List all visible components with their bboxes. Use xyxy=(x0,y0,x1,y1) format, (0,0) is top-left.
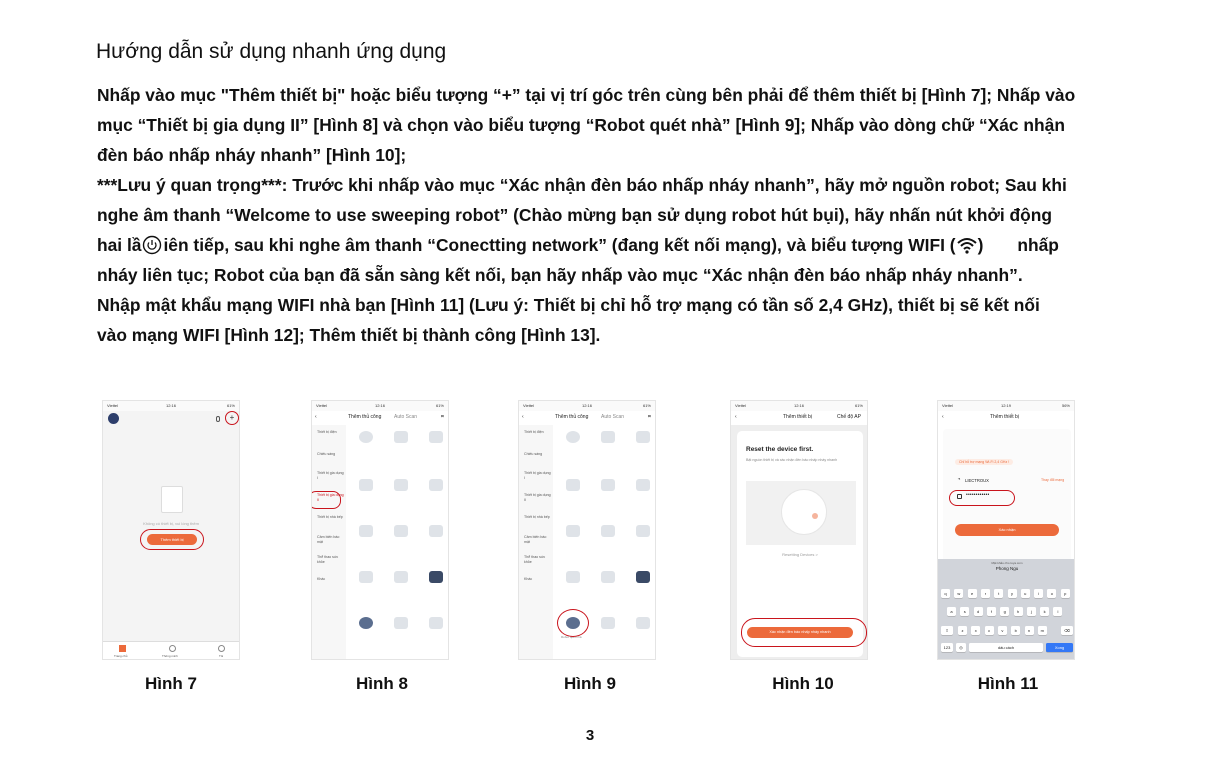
figure-8-screenshot xyxy=(311,400,449,660)
device-tile[interactable] xyxy=(356,525,376,541)
keyboard-key[interactable]: m xyxy=(1038,626,1047,635)
carrier-text: Viettel xyxy=(523,403,535,408)
battery-text: 61% xyxy=(226,403,235,408)
change-network-link[interactable]: Thay đổi mạng xyxy=(1041,478,1065,482)
highlight-ring xyxy=(557,609,589,637)
empty-state-text: Không có thiết bị, vui lòng thêm xyxy=(143,521,199,526)
tab-smart[interactable]: Thông minh xyxy=(162,654,178,658)
carrier-text: Viettel xyxy=(942,403,954,408)
battery-text: 61% xyxy=(642,403,651,408)
device-illustration xyxy=(746,481,856,545)
clock-text: 12:16 xyxy=(374,403,385,408)
keyboard-key[interactable]: i xyxy=(1034,589,1043,598)
home-icon[interactable] xyxy=(119,645,126,652)
keyboard-key[interactable]: c xyxy=(985,626,994,635)
keyboard-key[interactable]: e xyxy=(968,589,977,598)
paragraph-line xyxy=(97,230,1097,260)
wifi-icon: ◔ xyxy=(957,477,961,483)
tab-auto-scan[interactable]: Auto Scan xyxy=(394,414,418,420)
keyboard-key[interactable]: k xyxy=(1040,607,1049,616)
tab-manual[interactable]: Thêm thủ công xyxy=(555,414,589,420)
scan-icon[interactable]: ⌗ xyxy=(441,414,444,420)
figure-caption: Hình 11 xyxy=(977,674,1039,693)
paragraph-line: ***Lưu ý quan trọng***: Trước khi nhấp vào mục “Xác nhận đèn báo nhấp nháy nhanh”, hãy mở nguồn robot; Sau khi xyxy=(97,175,1067,195)
sidebar-item[interactable]: Thiết bị nhà bếp xyxy=(317,515,343,519)
wifi-icon xyxy=(956,234,978,254)
device-tile[interactable] xyxy=(633,431,653,447)
keyboard-key[interactable]: t xyxy=(994,589,1003,598)
carrier-text: Viettel xyxy=(735,403,747,408)
page-title: Hướng dẫn sử dụng nhanh ứng dụng xyxy=(96,40,447,63)
paragraph-line: đèn báo nhấp nháy nhanh” [Hình 10]; xyxy=(97,145,407,165)
highlight-ring xyxy=(311,491,341,509)
power-button-icon xyxy=(141,234,163,254)
delete-key[interactable]: ⌫ xyxy=(1061,626,1073,635)
keyboard xyxy=(938,559,1075,660)
keyboard-key[interactable]: z xyxy=(958,626,967,635)
device-tile[interactable] xyxy=(598,617,618,633)
line6-part1: hai lầ xyxy=(97,235,142,255)
sidebar-item[interactable]: Chiếu sáng xyxy=(524,452,543,456)
header xyxy=(519,411,655,425)
device-tile[interactable] xyxy=(563,479,583,495)
keyboard-key[interactable]: n xyxy=(1025,626,1034,635)
figure-7-screenshot xyxy=(102,400,240,660)
device-tile[interactable] xyxy=(598,571,618,587)
device-tile[interactable] xyxy=(633,525,653,541)
sidebar-item[interactable]: Thiết bị gia dụng II xyxy=(524,493,551,502)
figure-caption: Hình 7 xyxy=(145,674,197,693)
sidebar-item[interactable]: Thiết bị gia dụng I xyxy=(317,471,344,480)
line6-part2: iên tiếp, sau khi nghe âm thanh “Conectting network” (đang kết nối mạng), và biểu tượng WIFI ( xyxy=(163,235,956,255)
device-tile[interactable] xyxy=(391,571,411,587)
figure-caption: Hình 10 xyxy=(772,674,834,693)
status-bar xyxy=(312,401,448,411)
empty-device-icon xyxy=(161,486,183,513)
back-icon[interactable]: ‹ xyxy=(315,414,317,420)
keyboard-hint: Mật khẩu cho tuya.com xyxy=(991,561,1023,565)
profile-icon[interactable] xyxy=(218,645,225,652)
highlight-ring xyxy=(140,529,204,550)
device-tile[interactable] xyxy=(426,479,446,495)
robot-label: Robot quét nhà xyxy=(561,635,582,639)
clock-text: 12:16 xyxy=(165,403,176,408)
robot-vacuum-tile[interactable] xyxy=(356,617,376,633)
sidebar-item[interactable]: Thể thao sức khỏe xyxy=(317,555,339,564)
shift-key[interactable]: ⇧ xyxy=(941,626,953,635)
device-tile[interactable] xyxy=(633,617,653,633)
battery-text: 61% xyxy=(854,403,863,408)
tab-auto-scan[interactable]: Auto Scan xyxy=(601,414,625,420)
battery-text: 61% xyxy=(435,403,444,408)
tab-me[interactable]: Tôi xyxy=(219,654,224,658)
header xyxy=(731,411,867,425)
numbers-key[interactable]: 123 xyxy=(941,643,953,652)
keyboard-key[interactable]: b xyxy=(1011,626,1020,635)
carrier-text: Viettel xyxy=(107,403,119,408)
page-number: 3 xyxy=(585,727,595,744)
device-tile[interactable] xyxy=(356,431,376,447)
keyboard-key[interactable]: s xyxy=(960,607,969,616)
header xyxy=(312,411,448,425)
status-bar xyxy=(519,401,655,411)
resetting-devices-link[interactable]: Resetting Devices > xyxy=(782,552,818,557)
line6-part4: nhấp xyxy=(1017,235,1059,255)
figure-11-screenshot xyxy=(937,400,1075,660)
paragraph-line: nghe âm thanh “Welcome to use sweeping robot” (Chào mừng bạn sử dụng robot hút bụi), hãy nhấn nút khởi động xyxy=(97,205,1053,225)
frequency-note: Chỉ hỗ trợ mạng Wi-Fi 2,4 GHz ! xyxy=(955,459,1013,465)
figure-9-screenshot xyxy=(518,400,656,660)
password-suggestion[interactable]: Phong Ngu xyxy=(995,566,1019,571)
tab-manual[interactable]: Thêm thủ công xyxy=(348,414,382,420)
header xyxy=(938,411,1074,425)
keyboard-key[interactable]: x xyxy=(971,626,980,635)
instruction-paragraph xyxy=(97,80,1097,350)
device-tile[interactable] xyxy=(426,431,446,447)
device-tile[interactable] xyxy=(391,431,411,447)
paragraph-line: Nhấp vào mục "Thêm thiết bị" hoặc biểu tượng “+” tại vị trí góc trên cùng bên phải để thêm thiết bị [Hình 7]; Nhấp vào xyxy=(97,85,1076,105)
category-sidebar xyxy=(312,425,346,660)
sidebar-item[interactable]: Khác xyxy=(524,577,533,581)
device-tile[interactable] xyxy=(633,571,653,587)
confirm-button[interactable]: Xác nhận xyxy=(955,524,1059,536)
device-tile[interactable] xyxy=(391,617,411,633)
figure-caption: Hình 9 xyxy=(564,674,616,693)
sidebar-item[interactable]: Thiết bị nhà bếp xyxy=(524,515,550,519)
sidebar-item[interactable]: Thiết bị điện xyxy=(317,430,337,434)
keyboard-key[interactable]: r xyxy=(981,589,990,598)
keyboard-key[interactable]: f xyxy=(987,607,996,616)
add-device-button[interactable]: Thêm thiết bị xyxy=(147,534,197,545)
device-tile[interactable] xyxy=(426,571,446,587)
sidebar-item[interactable]: Thiết bị gia dụng I xyxy=(524,471,551,480)
clock-text: 12:19 xyxy=(1000,403,1011,408)
microphone-icon xyxy=(216,416,220,422)
category-sidebar xyxy=(519,425,553,660)
confirm-blink-button[interactable]: Xác nhận đèn báo nhấp nháy nhanh xyxy=(747,627,853,638)
keyboard-key[interactable]: g xyxy=(1000,607,1009,616)
device-tile[interactable] xyxy=(598,431,618,447)
paragraph-line: vào mạng WIFI [Hình 12]; Thêm thiết bị thành công [Hình 13]. xyxy=(97,325,601,345)
keyboard-key[interactable]: a xyxy=(947,607,956,616)
back-icon[interactable]: ‹ xyxy=(735,414,737,420)
back-icon[interactable]: ‹ xyxy=(522,414,524,420)
clock-text: 12:16 xyxy=(793,403,804,408)
avatar xyxy=(108,413,119,424)
reset-subtext: Bật nguồn thiết bị và xác nhận đèn báo nhấp nháy nhanh xyxy=(746,458,838,462)
device-tile[interactable] xyxy=(426,525,446,541)
smart-icon[interactable] xyxy=(169,645,176,652)
keyboard-key[interactable]: w xyxy=(954,589,963,598)
device-tile[interactable] xyxy=(563,431,583,447)
keyboard-key[interactable]: v xyxy=(998,626,1007,635)
device-tile[interactable] xyxy=(563,571,583,587)
device-tile[interactable] xyxy=(391,479,411,495)
plus-icon: + xyxy=(229,413,235,422)
keyboard-key[interactable]: j xyxy=(1027,607,1036,616)
paragraph-line: mục “Thiết bị gia dụng II” [Hình 8] và chọn vào biểu tượng “Robot quét nhà” [Hình 9]; Nhấp vào dòng chữ “Xác nhận xyxy=(97,115,1065,135)
device-tile[interactable] xyxy=(598,479,618,495)
keyboard-key[interactable]: d xyxy=(974,607,983,616)
sidebar-item[interactable]: Khác xyxy=(317,577,326,581)
sidebar-item[interactable]: Cảm biến báo mật xyxy=(317,535,340,544)
device-tile[interactable] xyxy=(356,479,376,495)
sidebar-item[interactable]: Thể thao sức khỏe xyxy=(524,555,546,564)
battery-text: 56% xyxy=(1061,403,1070,408)
done-key[interactable]: Xong xyxy=(1046,643,1073,652)
device-tile[interactable] xyxy=(426,617,446,633)
keyboard-key[interactable]: y xyxy=(1008,589,1017,598)
header-title: Thêm thiết bị xyxy=(783,414,812,420)
keyboard-key[interactable]: o xyxy=(1047,589,1056,598)
line6-part3: ) xyxy=(977,235,984,255)
header-title: Thêm thiết bị xyxy=(990,414,1019,420)
figure-10-screenshot xyxy=(730,400,868,660)
clock-text: 12:16 xyxy=(581,403,592,408)
sidebar-item[interactable]: Cảm biến báo mật xyxy=(524,535,547,544)
device-tile[interactable] xyxy=(563,525,583,541)
status-bar xyxy=(731,401,867,411)
status-bar xyxy=(103,401,239,411)
device-tile[interactable] xyxy=(633,479,653,495)
keyboard-key[interactable]: q xyxy=(941,589,950,598)
tab-home[interactable]: Trang chủ xyxy=(114,654,128,658)
ap-mode-link[interactable]: Chế độ AP xyxy=(837,414,861,420)
device-tile[interactable] xyxy=(356,571,376,587)
paragraph-line: nháy liên tục; Robot của bạn đã sẵn sàng kết nối, bạn hãy nhấp vào mục “Xác nhận đèn báo nhấp nháy nhanh”. xyxy=(97,265,1023,285)
highlight-ring xyxy=(949,490,1015,506)
wifi-name: LIECTROUX xyxy=(965,478,989,483)
carrier-text: Viettel xyxy=(316,403,328,408)
sidebar-item[interactable]: Thiết bị gia dụng II xyxy=(317,493,344,502)
sidebar-item[interactable]: Thiết bị điện xyxy=(524,430,544,434)
figure-caption: Hình 8 xyxy=(356,674,408,693)
device-grid xyxy=(346,425,448,659)
highlight-ring xyxy=(741,618,867,647)
status-bar xyxy=(938,401,1074,411)
paragraph-line: Nhập mật khẩu mạng WIFI nhà bạn [Hình 11] (Lưu ý: Thiết bị chỉ hỗ trợ mạng có tần số 2,4 GHz), thiết bị sẽ kết nối xyxy=(97,295,1040,315)
keyboard-key[interactable]: u xyxy=(1021,589,1030,598)
password-field[interactable]: •••••••••••• xyxy=(966,492,990,498)
globe-icon[interactable]: ◎ xyxy=(956,643,966,652)
keyboard-key[interactable]: l xyxy=(1053,607,1062,616)
device-tile[interactable] xyxy=(391,525,411,541)
sidebar-item[interactable]: Chiếu sáng xyxy=(317,452,336,456)
tab-bar xyxy=(103,641,239,659)
device-tile[interactable] xyxy=(598,525,618,541)
scan-icon[interactable]: ⌗ xyxy=(648,414,651,420)
reset-heading: Reset the device first. xyxy=(746,446,814,453)
space-key[interactable]: dấu cách xyxy=(969,643,1043,652)
back-icon[interactable]: ‹ xyxy=(942,414,944,420)
keyboard-key[interactable]: p xyxy=(1061,589,1070,598)
keyboard-key[interactable]: h xyxy=(1014,607,1023,616)
